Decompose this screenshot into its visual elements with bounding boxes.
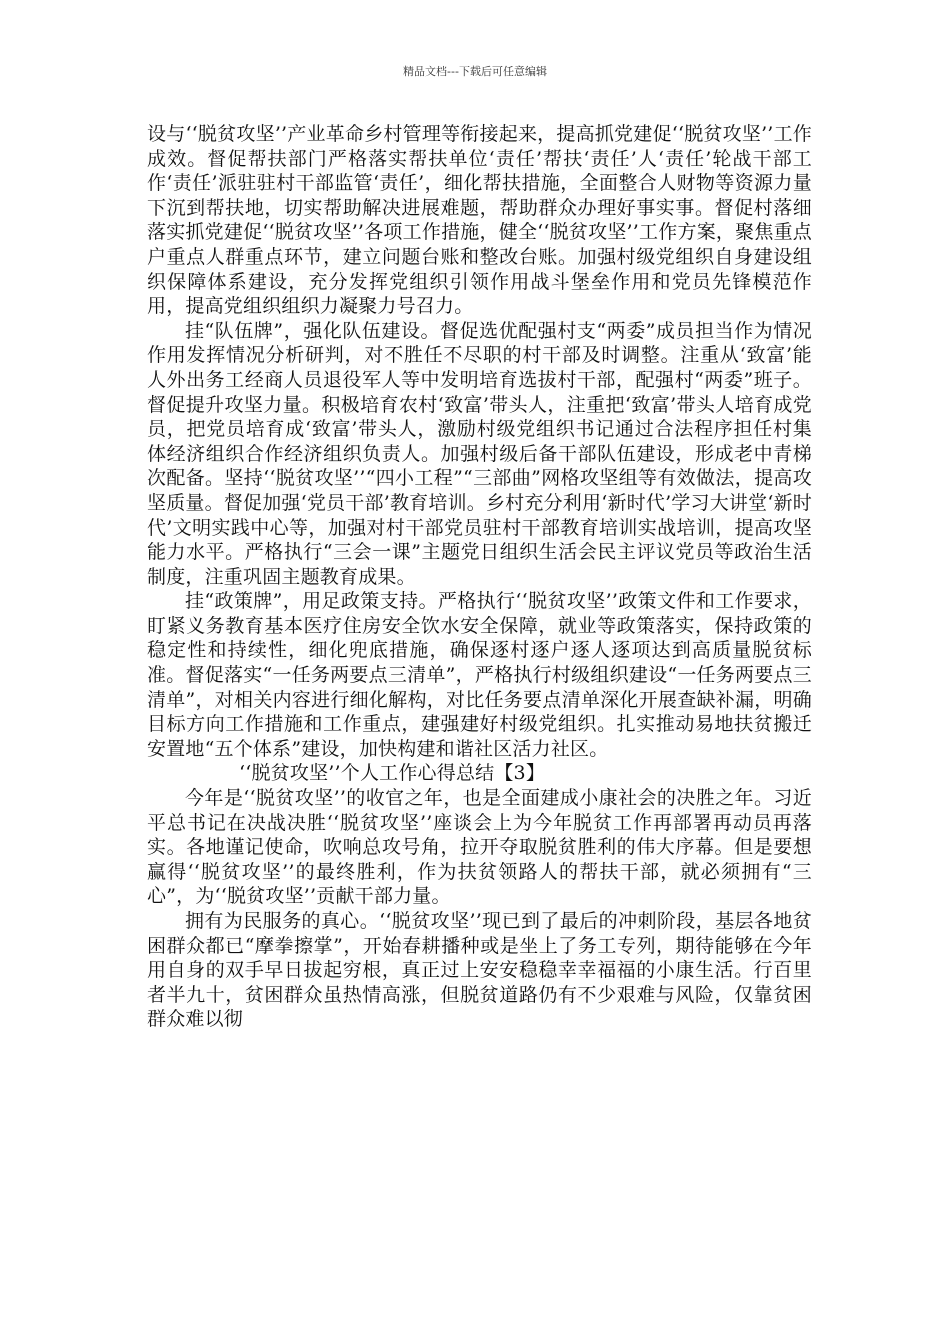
paragraph-policy-brand: 挂“政策牌”，用足政策支持。严格执行‘‘脱贫攻坚’’政策文件和工作要求，盯紧义务教育基本医疗住房安全饮水安全保障，就业等政策落实，保持政策的稳定性和持续性，细化兜底措施，确保逐村逐户逐人逐项达到高质量脱贫标准。督促落实“一任务两要点三清单”，严格执行村级组织建设“一任务两要点三清单”，对相关内容进行细化解构，对比任务要点清单深化开展查缺补漏，明确目标方向工作措施和工作重点，建强建好村级党组织。扎实推动易地扶贫搬迁安置地“五个体系”建设，加快构建和谐社区活力社区。	[147, 590, 812, 760]
paragraph-team-brand: 挂“队伍牌”，强化队伍建设。督促选优配强村支“两委”成员担当作为情况作用发挥情况分析研判，对不胜任不尽职的村干部及时调整。注重从‘致富’能人外出务工经商人员退役军人等中发明培育选拔村干部，配强村“两委”班子。督促提升攻坚力量。积极培育农村‘致富’带头人，注重把‘致富’带头人培育成党员，把党员培育成‘致富’带头人，激励村级党组织书记通过合法程序担任村集体经济组织合作经济组织负责人。加强村级后备干部队伍建设，形成老中青梯次配备。坚持‘‘脱贫攻坚’’“四小工程”“三部曲”网格攻坚组等有效做法，提高攻坚质量。督促加强‘党员干部’教育培训。乡村充分利用‘新时代’学习大讲堂‘新时代’文明实践中心等，加强对村干部党员驻村干部教育培训实战培训，提高攻坚能力水平。严格执行“三会一课”主题党日组织生活会民主评议党员等政治生活制度，注重巩固主题教育成果。	[147, 319, 812, 588]
document-body	[147, 122, 812, 1032]
section-heading: ‘‘脱贫攻坚’’个人工作心得总结【3】	[239, 762, 546, 785]
page-header: 精品文档---下载后可任意编辑	[403, 65, 547, 78]
paragraph-intro: 今年是‘‘脱贫攻坚’’的收官之年，也是全面建成小康社会的决胜之年。习近平总书记在决战决胜‘‘脱贫攻坚’’座谈会上为今年脱贫工作再部署再动员再落实。各地谨记使命，吹响总攻号角，拉开夺取脱贫胜利的伟大序幕。但是要想赢得‘‘脱贫攻坚’’的最终胜利，作为扶贫领路人的帮扶干部，就必须拥有“三心”，为‘‘脱贫攻坚’’贡献干部力量。	[147, 787, 812, 908]
paragraph-sincere-heart: 拥有为民服务的真心。‘‘脱贫攻坚’’现已到了最后的冲刺阶段，基层各地贫困群众都已“摩拳擦掌”，开始春耕播种或是坐上了务工专列，期待能够在今年用自身的双手早日拔起穷根，真正过上安安稳稳幸幸福福的小康生活。行百里者半九十，贫困群众虽热情高涨，但脱贫道路仍有不少艰难与风险，仅靠贫困群众难以彻	[147, 910, 812, 1031]
paragraph-continuation: 设与‘‘脱贫攻坚’’产业革命乡村管理等衔接起来，提高抓党建促‘‘脱贫攻坚’’工作成效。督促帮扶部门严格落实帮扶单位‘责任’帮扶‘责任’人‘责任’轮战干部工作‘责任’派驻驻村干部监管‘责任’，细化帮扶措施，全面整合人财物等资源力量下沉到帮扶地，切实帮助解决进展难题，帮助群众办理好事实事。督促村落细落实抓党建促‘‘脱贫攻坚’’各项工作措施，健全‘‘脱贫攻坚’’工作方案，聚焦重点户重点人群重点环节，建立问题台账和整改台账。加强村级党组织自身建设组织保障体系建设，充分发挥党组织引领作用战斗堡垒作用和党员先锋模范作用，提高党组织组织力凝聚力号召力。	[147, 123, 812, 318]
